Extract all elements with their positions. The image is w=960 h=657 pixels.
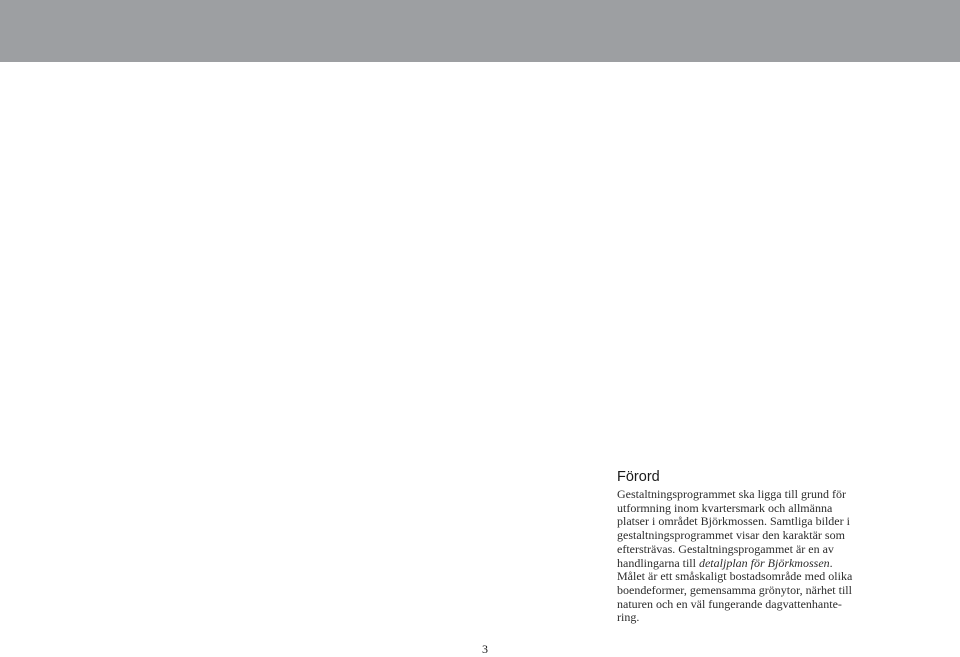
foreword-line: eftersträvas. Gestaltningsprogammet är en av (617, 541, 834, 556)
foreword-line-prefix: handlingarna till (617, 555, 699, 570)
foreword-line: naturen och en väl fungerande dagvattenhante- (617, 596, 842, 611)
plan-title-italic: detaljplan för Björkmossen (698, 555, 830, 570)
foreword-line: ring. (617, 610, 640, 625)
foreword-line: boendeformer, gemensamma grönytor, närhet till (617, 582, 852, 597)
foreword-line: utformning inom kvartersmark och allmänna (617, 500, 833, 515)
foreword-heading: Förord (617, 469, 660, 485)
header-band (0, 0, 960, 62)
foreword-section (617, 468, 947, 625)
foreword-line-with-italic (617, 557, 947, 571)
foreword-line: gestaltningsprogrammet visar den karaktär som (617, 528, 845, 543)
foreword-line-suffix: . (829, 555, 833, 570)
foreword-line: platser i området Björkmossen. Samtliga bilder i (617, 514, 850, 529)
foreword-body (617, 488, 947, 625)
page-number: 3 (482, 642, 488, 656)
foreword-line: Målet är ett småskaligt bostadsområde med olika (617, 569, 853, 584)
foreword-line: Gestaltningsprogrammet ska ligga till grund för (617, 487, 846, 501)
